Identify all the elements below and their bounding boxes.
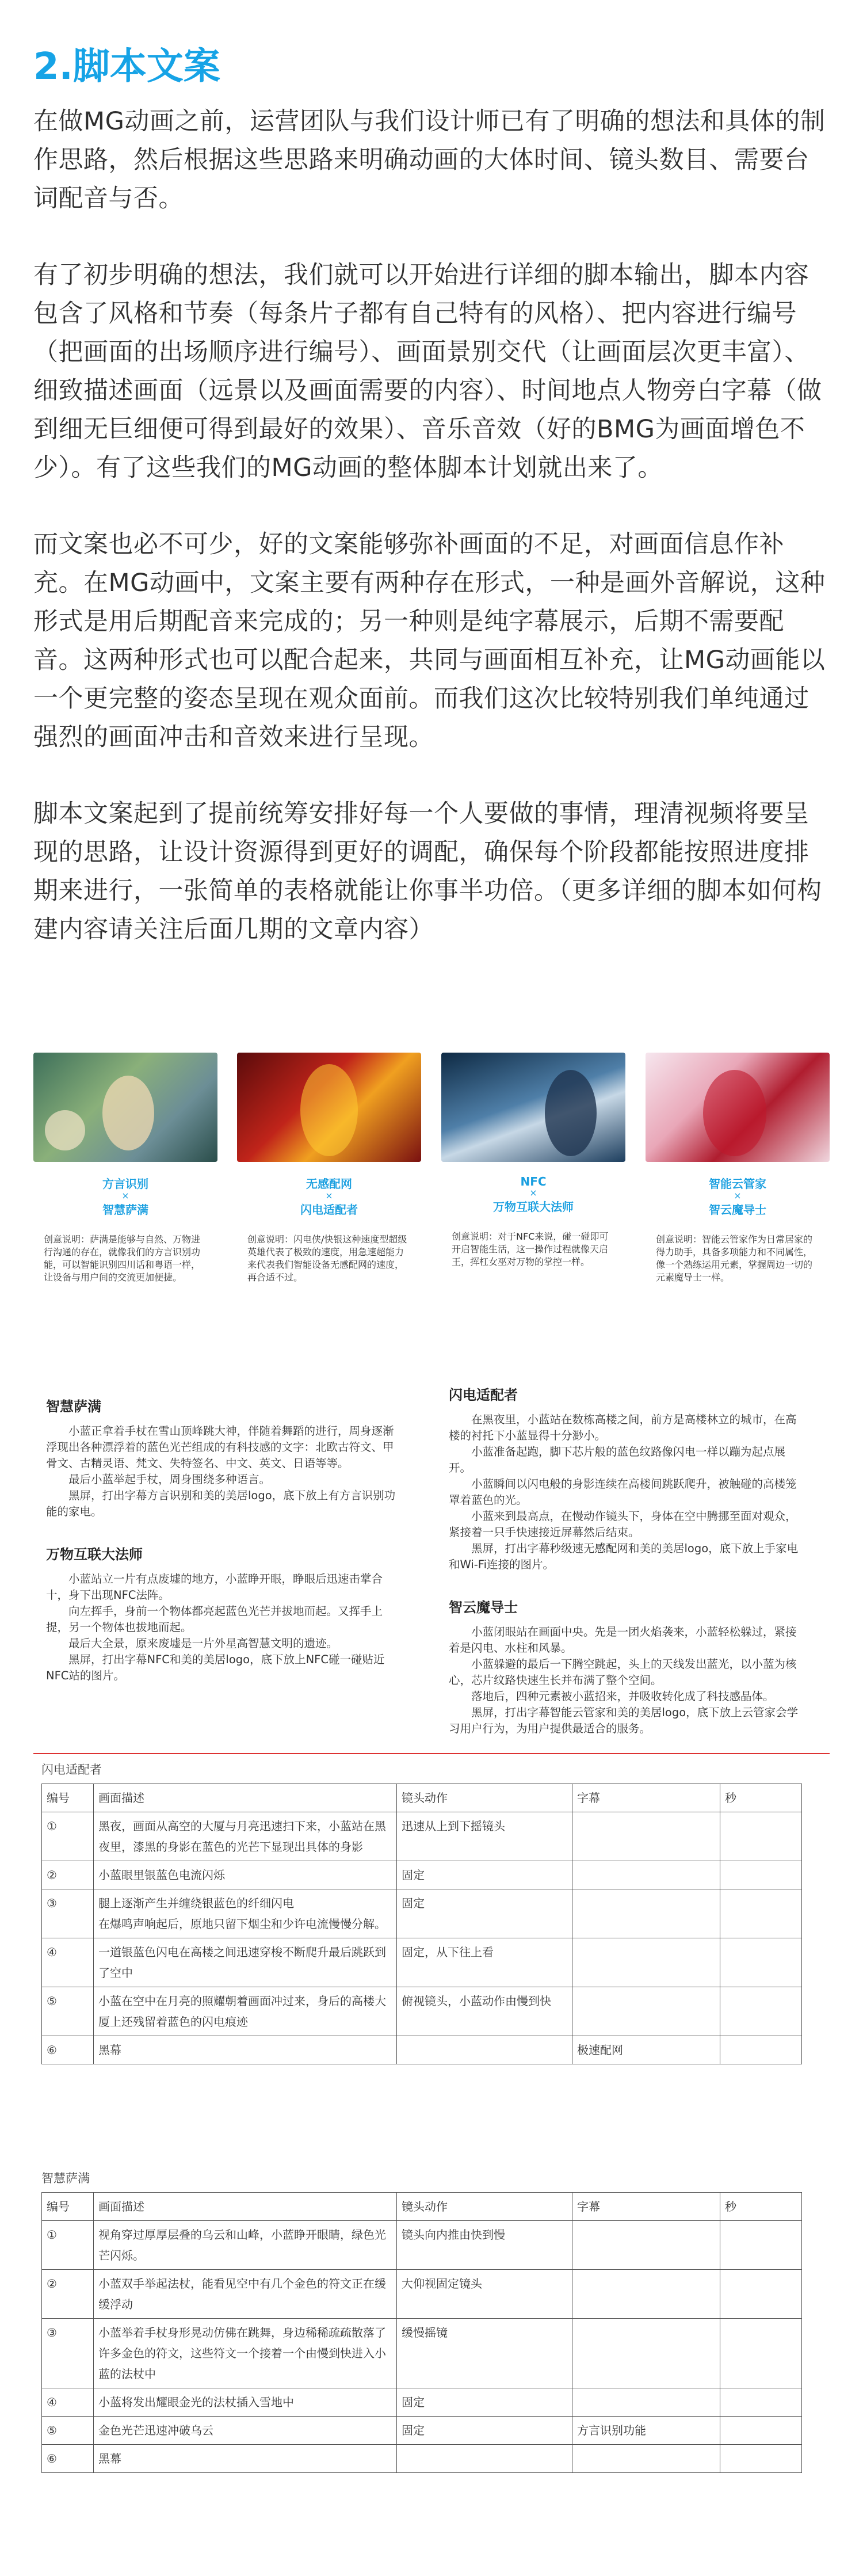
table-cell: 镜头向内推由快到慢	[397, 2221, 572, 2270]
table-cell	[720, 2270, 802, 2319]
table-row	[42, 1987, 802, 2036]
table-row	[42, 1889, 802, 1938]
table-cell: 固定	[397, 1889, 572, 1938]
table-cell	[397, 2036, 572, 2064]
concept-card	[33, 1053, 217, 1284]
script-line: 小蓝正拿着手杖在雪山顶峰跳大神，伴随着舞蹈的进行，周身逐渐浮现出各种漂浮着的蓝色光芒组成的有科技感的文字：北欧古符文、甲骨文、古精灵语、梵文、失特签名、中文、英文、日语等等。	[46, 1424, 394, 1470]
script-line: 最后大全景，原来废墟是一片外星高智慧文明的遗迹。	[68, 1637, 338, 1650]
table-cell	[572, 2388, 720, 2417]
table-cell: 方言识别功能	[572, 2417, 720, 2445]
table-cell	[572, 1987, 720, 2036]
paragraph-4: 脚本文案起到了提前统筹安排好每一个人要做的事情，理清视频将要呈现的思路，让设计资源得到更好的调配，确保每个阶段都能按照进度排期来进行，一张简单的表格就能让你事半功倍。（更多详细的脚本如何构建内容请关注后面几期的文章内容）	[33, 799, 822, 944]
script-line: 落地后，四种元素被小蓝招来，并吸收转化成了科技感晶体。	[471, 1690, 774, 1703]
script-line: 小蓝瞬间以闪电般的身影连续在高楼间跳跃爬升，被触碰的高楼笼罩着蓝色的光。	[449, 1477, 797, 1507]
header-cell: 字幕	[572, 1784, 720, 1812]
script-block	[46, 1395, 397, 1520]
card-image	[237, 1053, 421, 1162]
section-heading: 2.脚本文案	[33, 45, 220, 88]
table-cell: 小蓝在空中在月亮的照耀朝着画面冲过来，身后的高楼大厦上还残留着蓝色的闪电痕迹	[94, 1987, 397, 2036]
table-cell: 黑夜，画面从高空的大厦与月亮迅速扫下来，小蓝站在黑夜里，漆黑的身影在蓝色的光芒下显现出具体的身影	[94, 1812, 397, 1861]
card-feature: 方言识别	[102, 1177, 148, 1191]
storyboard-table	[41, 1784, 802, 2064]
card-character: 闪电适配者	[300, 1203, 358, 1217]
script-title: 智慧萨满	[46, 1398, 101, 1415]
table-cell: 缓慢摇镜	[397, 2319, 572, 2388]
table-cell	[572, 2319, 720, 2388]
card-cross: ×	[325, 1190, 333, 1201]
header-cell: 画面描述	[94, 1784, 397, 1812]
card-image	[646, 1053, 830, 1162]
table-cell	[720, 2221, 802, 2270]
table-cell	[572, 1812, 720, 1861]
table-cell: 固定	[397, 2417, 572, 2445]
script-block	[449, 1596, 800, 1737]
card-feature: 智能云管家	[709, 1177, 766, 1191]
table-row	[42, 2388, 802, 2417]
table-row	[42, 2417, 802, 2445]
concept-cards	[33, 1053, 830, 1329]
table-cell: 一道银蓝色闪电在高楼之间迅速穿梭不断爬升最后跳跃到了空中	[94, 1938, 397, 1987]
table-cell: ⑤	[42, 2417, 94, 2445]
table-header-row	[42, 1784, 802, 1812]
script-line: 小蓝站立一片有点废墟的地方，小蓝睁开眼，睁眼后迅速击掌合十，身下出现NFC法阵。	[46, 1572, 383, 1602]
script-line: 黑屏，打出字幕智能云管家和美的美居logo，底下放上云管家会学习用户行为，为用户提供最适合的服务。	[449, 1706, 799, 1735]
table-caption: 闪电适配者	[41, 1763, 102, 1777]
paragraph-3: 而文案也必不可少，好的文案能够弥补画面的不足，对画面信息作补充。在MG动画中，文案主要有两种存在形式，一种是画外音解说，这种形式是用后期配音来完成的；另一种则是纯字幕展示，后期不需要配音。这两种形式也可以配合起来，共同与画面相互补充，让MG动画能以一个更完整的姿态呈现在观众面前。而我们这次比较特别我们单纯通过强烈的画面冲击和音效来进行呈现。	[33, 530, 826, 752]
script-line: 小蓝躲避的最后一下腾空跳起，头上的天线发出蓝光，以小蓝为核心，芯片纹路快速生长并布满了整个空间。	[449, 1657, 797, 1687]
script-column-left	[46, 1395, 397, 1707]
header-cell: 字幕	[572, 2193, 720, 2221]
table-cell: ⑤	[42, 1987, 94, 2036]
table-cell: 金色光芒迅速冲破乌云	[94, 2417, 397, 2445]
script-line: 最后小蓝举起手杖，周身围绕多种语言。	[68, 1473, 271, 1486]
table-cell: 极速配网	[572, 2036, 720, 2064]
table-cell: 小蓝将发出耀眼金光的法杖插入雪地中	[94, 2388, 397, 2417]
card-description: 创意说明：智能云管家作为日常居家的得力助手，具备多项能力和不同属性，像一个熟练运用元素，掌握周边一切的元素魔导士一样。	[656, 1234, 813, 1283]
table-row	[42, 2221, 802, 2270]
table-cell: 小蓝眼里银蓝色电流闪烁	[94, 1861, 397, 1889]
script-title: 闪电适配者	[449, 1387, 518, 1403]
header-cell: 镜头动作	[397, 2193, 572, 2221]
table-cell	[572, 1861, 720, 1889]
table-row	[42, 2445, 802, 2473]
table-cell: 固定	[397, 2388, 572, 2417]
table-cell	[720, 1889, 802, 1938]
script-text	[46, 1384, 817, 1752]
script-column-right	[449, 1384, 800, 1760]
table-cell	[397, 2445, 572, 2473]
table-cell	[572, 2445, 720, 2473]
table-cell: ④	[42, 1938, 94, 1987]
table-cell: ④	[42, 2388, 94, 2417]
article	[0, 45, 863, 949]
table-cell: 大仰视固定镜头	[397, 2270, 572, 2319]
table-row	[42, 2036, 802, 2064]
card-feature: 无感配网	[306, 1177, 352, 1191]
table-header-row	[42, 2193, 802, 2221]
header-cell: 编号	[42, 1784, 94, 1812]
table-cell: ②	[42, 1861, 94, 1889]
table-cell	[720, 2319, 802, 2388]
card-cross: ×	[734, 1190, 742, 1201]
card-image	[441, 1053, 625, 1162]
script-line: 黑屏，打出字幕方言识别和美的美居logo，底下放上有方言识别功能的家电。	[46, 1489, 396, 1518]
paragraph-1: 在做MG动画之前，运营团队与我们设计师已有了明确的想法和具体的制作思路，然后根据这些思路来明确动画的大体时间、镜头数目、需要台词配音与否。	[33, 107, 826, 213]
table-caption: 智慧萨满	[41, 2171, 90, 2185]
table-cell	[720, 2388, 802, 2417]
table-cell	[720, 2417, 802, 2445]
script-line: 小蓝准备起跑，脚下芯片般的蓝色纹路像闪电一样以蹦为起点展开。	[449, 1445, 786, 1474]
table-cell: ⑥	[42, 2445, 94, 2473]
concept-card	[441, 1053, 625, 1268]
table-cell: ③	[42, 1889, 94, 1938]
table-cell: ③	[42, 2319, 94, 2388]
card-description: 创意说明：萨满是能够与自然、万物进行沟通的存在，就像我们的方言识别功能，可以智能识别四川话和粤语一样，让设备与用户间的交流更加便捷。	[44, 1234, 201, 1283]
card-character: 智慧萨满	[102, 1203, 148, 1217]
header-cell: 编号	[42, 2193, 94, 2221]
header-cell: 秒	[720, 2193, 802, 2221]
script-line: 小蓝闭眼站在画面中央。先是一团火焰袭来，小蓝轻松躲过，紧接着是闪电、水柱和风暴。	[449, 1625, 797, 1655]
table-row	[42, 1812, 802, 1861]
divider-line	[33, 1753, 830, 1754]
table-cell: 小蓝举着手杖身形晃动仿佛在跳舞，身边稀稀疏疏散落了许多金色的符文，这些符文一个接着一个由慢到快进入小蓝的法杖中	[94, 2319, 397, 2388]
table-cell: ⑥	[42, 2036, 94, 2064]
header-cell: 画面描述	[94, 2193, 397, 2221]
script-line: 向左挥手，身前一个物体都亮起蓝色光芒并拔地而起。又挥手上提，另一个物体也拔地而起。	[46, 1605, 383, 1634]
card-feature: NFC	[520, 1175, 547, 1188]
table-cell	[720, 1861, 802, 1889]
table-cell: 俯视镜头，小蓝动作由慢到快	[397, 1987, 572, 2036]
concept-card	[237, 1053, 421, 1284]
storyboard-table-2	[41, 2169, 802, 2473]
table-cell: 小蓝双手举起法杖，能看见空中有几个金色的符文正在缓缓浮动	[94, 2270, 397, 2319]
table-cell: 迅速从上到下摇镜头	[397, 1812, 572, 1861]
table-cell	[720, 1987, 802, 2036]
card-description: 创意说明：闪电侠/快银这种速度型超级英雄代表了极致的速度，用急速超能力来代表我们智能设备无感配网的速度，再合适不过。	[247, 1234, 407, 1283]
table-cell: ①	[42, 1812, 94, 1861]
storyboard-table-1	[41, 1760, 802, 2064]
header-cell: 秒	[720, 1784, 802, 1812]
card-image	[33, 1053, 217, 1162]
table-row	[42, 1938, 802, 1987]
card-character: 万物互联大法师	[493, 1200, 574, 1214]
script-title: 万物互联大法师	[46, 1546, 143, 1563]
table-cell	[572, 1938, 720, 1987]
script-line: 黑屏，打出字幕NFC和美的美居logo，底下放上NFC碰一碰贴近NFC站的图片。	[46, 1653, 385, 1682]
table-cell: ②	[42, 2270, 94, 2319]
table-row	[42, 1861, 802, 1889]
script-block	[449, 1384, 800, 1573]
table-cell	[720, 1812, 802, 1861]
table-cell: 黑幕	[94, 2036, 397, 2064]
table-cell: 视角穿过厚厚层叠的乌云和山峰，小蓝睁开眼睛，绿色光芒闪烁。	[94, 2221, 397, 2270]
script-line: 黑屏，打出字幕秒级速无感配网和美的美居logo，底下放上手家电和Wi-Fi连接的图片。	[449, 1542, 799, 1571]
card-cross: ×	[529, 1187, 537, 1198]
table-cell: ①	[42, 2221, 94, 2270]
script-block	[46, 1543, 397, 1684]
card-cross: ×	[121, 1190, 129, 1201]
paragraph-2: 有了初步明确的想法，我们就可以开始进行详细的脚本输出，脚本内容包含了风格和节奏（每条片子都有自己特有的风格）、把内容进行编号（把画面的出场顺序进行编号）、画面景别交代（让画面层次更丰富）、细致描述画面（远景以及画面需要的内容）、时间地点人物旁白字幕（做到细无巨细便可得到最好的效果）、音乐音效（好的BMG为画面增色不少）。有了这些我们的MG动画的整体脚本计划就出来了。	[33, 261, 822, 482]
table-cell	[720, 2036, 802, 2064]
concept-card	[646, 1053, 830, 1284]
table-cell	[572, 1889, 720, 1938]
table-cell	[572, 2270, 720, 2319]
card-description: 创意说明：对于NFC来说，碰一碰即可开启智能生活，这一操作过程就像天启王，挥杠女巫对万物的掌控一样。	[452, 1231, 609, 1267]
card-character: 智云魔导士	[709, 1203, 766, 1217]
header-cell: 镜头动作	[397, 1784, 572, 1812]
table-cell	[720, 1938, 802, 1987]
table-cell	[720, 2445, 802, 2473]
storyboard-table	[41, 2192, 802, 2473]
table-cell: 腿上逐渐产生并缠绕银蓝色的纤细闪电 在爆鸣声响起后，原地只留下烟尘和少许电流慢慢分解。	[94, 1889, 397, 1938]
table-cell: 固定，从下往上看	[397, 1938, 572, 1987]
table-cell	[572, 2221, 720, 2270]
table-row	[42, 2270, 802, 2319]
table-row	[42, 2319, 802, 2388]
script-title: 智云魔导士	[449, 1599, 518, 1615]
table-cell: 固定	[397, 1861, 572, 1889]
script-line: 在黑夜里，小蓝站在数栋高楼之间，前方是高楼林立的城市，在高楼的衬托下小蓝显得十分渺小。	[449, 1413, 797, 1442]
table-cell: 黑幕	[94, 2445, 397, 2473]
script-line: 小蓝来到最高点，在慢动作镜头下，身体在空中腾挪至面对观众，紧接着一只手快速接近屏幕然后结束。	[449, 1510, 797, 1539]
